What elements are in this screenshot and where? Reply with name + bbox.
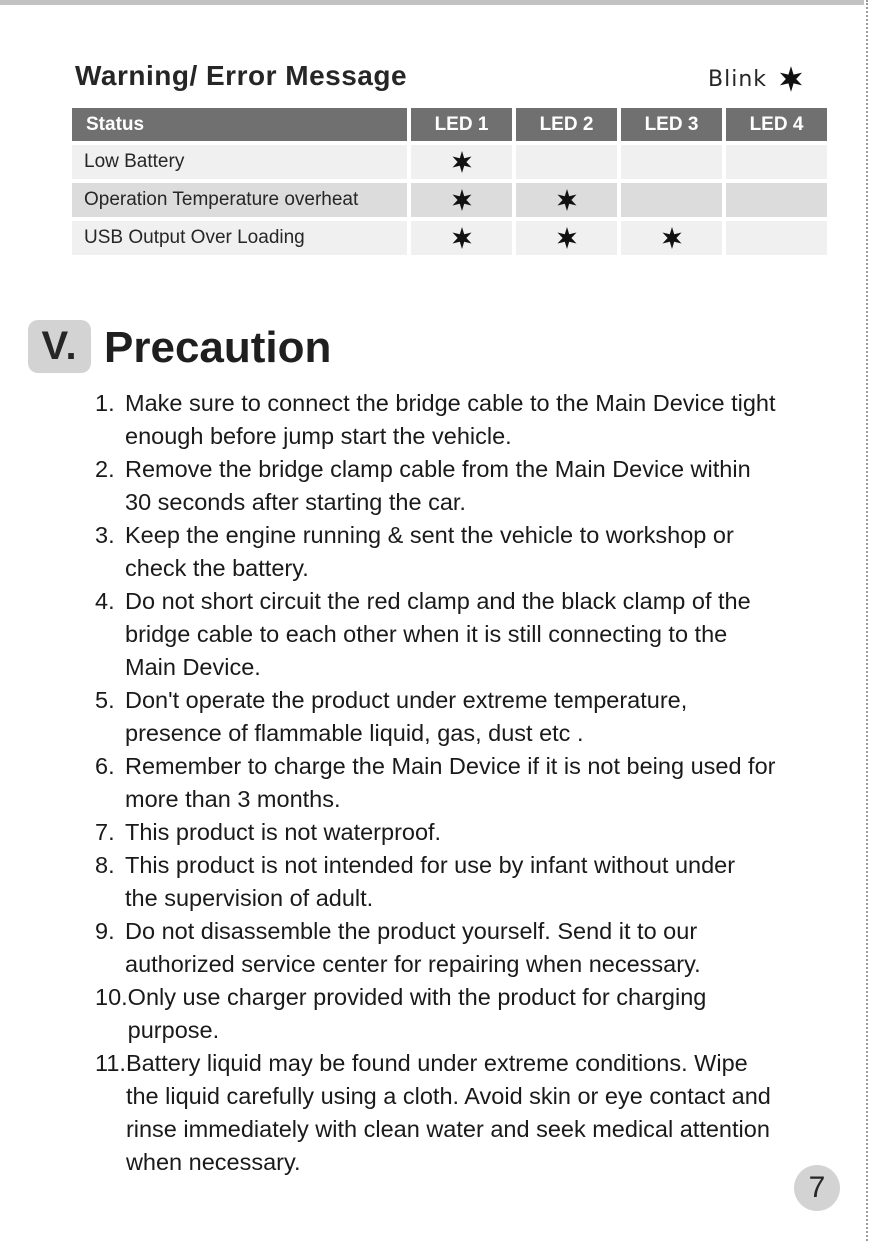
led-1-cell — [411, 221, 512, 255]
item-number: 9. — [95, 918, 115, 944]
item-number: 3. — [95, 522, 115, 548]
item-text: Do not short circuit the red clamp and the black clamp of the bridge cable to each other when it is still connecting to the Main Device. — [125, 588, 751, 680]
warning-title: Warning/ Error Message — [75, 60, 408, 91]
item-text: Keep the engine running & sent the vehicle to workshop or check the battery. — [125, 522, 734, 581]
list-item — [95, 1047, 835, 1179]
table-row — [72, 145, 827, 179]
table-row — [72, 183, 827, 217]
item-text: Make sure to connect the bridge cable to the Main Device tight enough before jump start the vehicle. — [125, 390, 776, 449]
list-item — [95, 750, 835, 816]
item-text: Remove the bridge clamp cable from the Main Device within 30 seconds after starting the car. — [125, 456, 751, 515]
list-item — [95, 519, 835, 585]
list-item — [95, 585, 835, 684]
header-led-3: LED 3 — [621, 108, 722, 141]
item-number: 2. — [95, 456, 115, 482]
item-text: Remember to charge the Main Device if it is not being used for more than 3 months. — [125, 753, 776, 812]
blink-star-icon — [450, 188, 474, 212]
list-item — [95, 684, 835, 750]
item-number: 4. — [95, 588, 115, 614]
list-item — [95, 849, 835, 915]
table-row — [72, 221, 827, 255]
section-title: Precaution — [104, 323, 332, 372]
led-4-cell — [726, 221, 827, 255]
led-4-cell — [726, 183, 827, 217]
item-text: Don't operate the product under extreme temperature, presence of flammable liquid, gas, dust etc . — [125, 687, 688, 746]
list-item — [95, 816, 835, 849]
item-number: 1. — [95, 390, 115, 416]
item-text: This product is not waterproof. — [125, 819, 442, 845]
status-cell: USB Output Over Loading — [72, 221, 407, 255]
header-status: Status — [72, 108, 407, 141]
item-number: 10. — [95, 984, 128, 1010]
led-1-cell — [411, 183, 512, 217]
blink-label: Blink — [708, 66, 768, 92]
item-text: Only use charger provided with the product for charging purpose. — [127, 984, 707, 1043]
led-2-cell — [516, 183, 617, 217]
list-item — [95, 915, 835, 981]
item-number: 8. — [95, 852, 115, 878]
led-2-cell — [516, 221, 617, 255]
section-badge: V. — [28, 320, 91, 373]
blink-star-icon — [450, 226, 474, 250]
header-led-4: LED 4 — [726, 108, 827, 141]
led-3-cell — [621, 145, 722, 179]
header-led-2: LED 2 — [516, 108, 617, 141]
blink-star-icon — [555, 188, 579, 212]
led-1-cell — [411, 145, 512, 179]
item-number: 11. — [95, 1050, 126, 1076]
item-text: Battery liquid may be found under extreme conditions. Wipe the liquid carefully using a cloth. Avoid skin or eye contact and rinse immediately with clean water and seek medical attention when necessary. — [125, 1050, 771, 1175]
status-cell: Operation Temperature overheat — [72, 183, 407, 217]
blink-star-icon — [660, 226, 684, 250]
item-number: 5. — [95, 687, 115, 713]
item-text: Do not disassemble the product yourself. Send it to our authorized service center for repairing when necessary. — [125, 918, 701, 977]
led-2-cell — [516, 145, 617, 179]
status-cell: Low Battery — [72, 145, 407, 179]
blink-star-icon — [450, 150, 474, 174]
right-dotted-border — [866, 0, 868, 1241]
blink-star-icon — [555, 226, 579, 250]
item-number: 6. — [95, 753, 115, 779]
precaution-list — [95, 387, 835, 1179]
led-status-table — [68, 104, 831, 259]
led-3-cell — [621, 221, 722, 255]
led-4-cell — [726, 145, 827, 179]
list-item — [95, 453, 835, 519]
table-header-row — [72, 108, 827, 141]
item-number: 7. — [95, 819, 115, 845]
list-item — [95, 981, 835, 1047]
led-3-cell — [621, 183, 722, 217]
header-led-1: LED 1 — [411, 108, 512, 141]
blink-legend — [708, 65, 805, 93]
blink-star-icon — [777, 65, 805, 93]
list-item — [95, 387, 835, 453]
page-number: 7 — [794, 1165, 840, 1211]
top-rule — [0, 0, 864, 5]
item-text: This product is not intended for use by infant without under the supervision of adult. — [125, 852, 736, 911]
